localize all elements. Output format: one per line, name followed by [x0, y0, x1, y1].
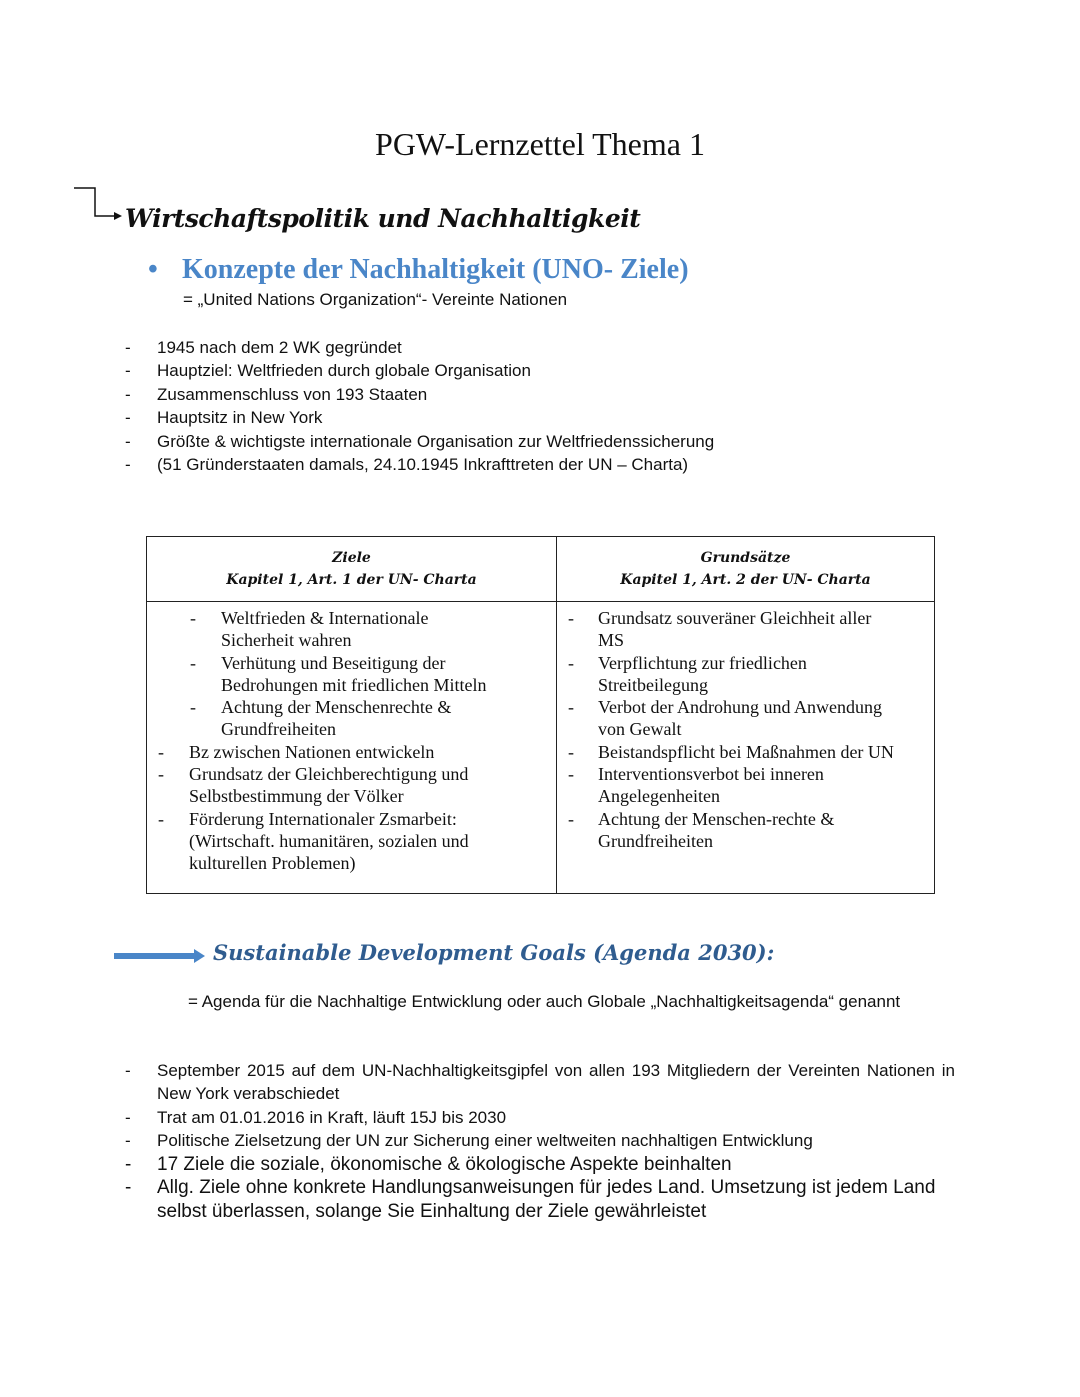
list-item-text: 1945 nach dem 2 WK gegründet [157, 338, 402, 357]
dash-bullet: - [125, 1154, 132, 1175]
dash-bullet: - [568, 808, 574, 829]
list-item [148, 763, 498, 808]
arrow-shaft [114, 953, 196, 959]
list-item-text: Bz zwischen Nationen entwickeln [189, 741, 435, 762]
list-item-text: Förderung Internationaler Zsmarbeit: (Wirtschaft. humanitären, sozialen und kulturellen Problemen) [189, 808, 469, 874]
list-item [558, 763, 898, 808]
dash-bullet: - [568, 652, 574, 673]
list-item [558, 652, 898, 697]
list-item-text: Hauptziel: Weltfrieden durch globale Organisation [157, 361, 531, 381]
list-item-text: Zusammenschluss von 193 Staaten [157, 384, 428, 404]
list-item-text: Allg. Ziele ohne konkrete Handlungsanweisungen für jedes Land. Umsetzung ist jedem Land selbst überlassen, solange Sie Einhaltung der Ziele gewährleistet [157, 1177, 936, 1222]
dash-bullet: - [190, 608, 196, 628]
sdg-facts-list [125, 1059, 955, 1153]
list-item [125, 430, 925, 453]
list-item [558, 808, 898, 853]
dash-bullet: - [125, 408, 131, 428]
uno-facts-list [125, 336, 925, 476]
dash-bullet: - [158, 741, 164, 762]
dash-bullet: - [568, 697, 574, 718]
dash-bullet: - [158, 764, 164, 785]
list-item [558, 607, 898, 652]
list-item-text: Weltfrieden & Internationale Sicherheit wahren [221, 608, 429, 651]
dash-bullet: - [125, 361, 131, 381]
dash-bullet: - [158, 808, 164, 829]
dash-bullet: - [125, 1061, 131, 1080]
corner-arrow-icon [72, 186, 122, 222]
sdg-heading: Sustainable Development Goals (Agenda 2030): [213, 940, 775, 965]
list-item [125, 406, 925, 429]
list-item [125, 1129, 955, 1152]
header-sublabel: Kapitel 1, Art. 1 der UN- Charta [226, 572, 477, 588]
list-item-text: (51 Gründerstaaten damals, 24.10.1945 Inkrafttreten der UN – Charta) [157, 455, 689, 475]
dash-bullet: - [568, 764, 574, 785]
list-item-text: Beistandspflicht bei Maßnahmen der UN [598, 741, 894, 762]
list-item-text: Verhütung und Beseitigung der Bedrohungen mit friedlichen Mitteln [221, 652, 487, 695]
list-item [125, 1176, 955, 1223]
list-item-text: Interventionsverbot bei inneren Angelegenheiten [598, 764, 824, 807]
dash-bullet: - [125, 1131, 131, 1151]
un-charta-table [146, 536, 935, 894]
list-item [125, 1106, 955, 1129]
dash-bullet: - [125, 338, 131, 357]
list-item-text: Grundsatz souveräner Gleichheit aller MS [598, 608, 872, 651]
list-item [148, 741, 498, 763]
header-label: Grundsätze [700, 550, 791, 566]
page-title: PGW-Lernzettel Thema 1 [375, 126, 705, 162]
list-item-text: Verbot der Androhung und Anwendung von Gewalt [598, 697, 882, 740]
list-item-text: Politische Zielsetzung der UN zur Sicherung einer weltweiten nachhaltigen Entwicklung [157, 1131, 813, 1151]
list-item-text: Verpflichtung zur friedlichen Streitbeilegung [598, 652, 807, 695]
list-item-text: Achtung der Menschen-rechte & Grundfreiheiten [598, 808, 835, 851]
arrow-right-icon [194, 949, 205, 963]
grundsaetze-cell [557, 602, 935, 894]
list-item-text: September 2015 auf dem UN-Nachhaltigkeitsgipfel von allen 193 Mitgliedern der Vereinten Nationen in New York verabschiedet [157, 1061, 955, 1104]
sdg-definition: = Agenda für die Nachhaltige Entwicklung oder auch Globale „Nachhaltigkeitsagenda“ genannt [188, 992, 901, 1011]
list-item [125, 1153, 955, 1176]
sdg-facts-large-list [125, 1153, 955, 1223]
dash-bullet: - [568, 741, 574, 762]
list-item [125, 1059, 955, 1106]
uno-definition: = „United Nations Organization“- Vereinte Nationen [183, 290, 568, 309]
list-item-text: Grundsatz der Gleichberechtigung und Selbstbestimmung der Völker [189, 764, 469, 807]
list-item [125, 336, 925, 359]
list-item [148, 696, 498, 741]
table-header-grundsaetze [557, 537, 935, 602]
list-item-text: 17 Ziele die soziale, ökonomische & ökologische Aspekte beinhalten [157, 1154, 732, 1175]
section-heading: Wirtschaftspolitik und Nachhaltigkeit [125, 204, 641, 233]
dash-bullet: - [190, 652, 196, 673]
list-item [148, 652, 498, 697]
dash-bullet: - [125, 1107, 131, 1127]
bullet-icon: • [148, 254, 158, 285]
header-sublabel: Kapitel 1, Art. 2 der UN- Charta [620, 572, 871, 588]
list-item [125, 453, 925, 476]
list-item [125, 359, 925, 382]
list-item [558, 696, 898, 741]
list-item-text: Größte & wichtigste internationale Organisation zur Weltfriedenssicherung [157, 431, 715, 451]
list-item [558, 741, 898, 763]
dash-bullet: - [125, 384, 131, 404]
list-item [148, 607, 498, 652]
list-item-text: Hauptsitz in New York [157, 408, 323, 428]
list-item [125, 383, 925, 406]
ziele-cell [147, 602, 557, 894]
list-item [148, 808, 498, 875]
table-header-ziele [147, 537, 557, 602]
list-item-text: Trat am 01.01.2016 in Kraft, läuft 15J bis 2030 [157, 1107, 507, 1127]
dash-bullet: - [125, 455, 131, 475]
dash-bullet: - [568, 608, 574, 628]
header-label: Ziele [332, 550, 371, 566]
list-item-text: Achtung der Menschenrechte & Grundfreiheiten [221, 697, 452, 740]
dash-bullet: - [125, 1177, 132, 1199]
dash-bullet: - [190, 697, 196, 718]
subsection-title: Konzepte der Nachhaltigkeit (UNO- Ziele) [182, 254, 689, 285]
dash-bullet: - [125, 431, 131, 451]
